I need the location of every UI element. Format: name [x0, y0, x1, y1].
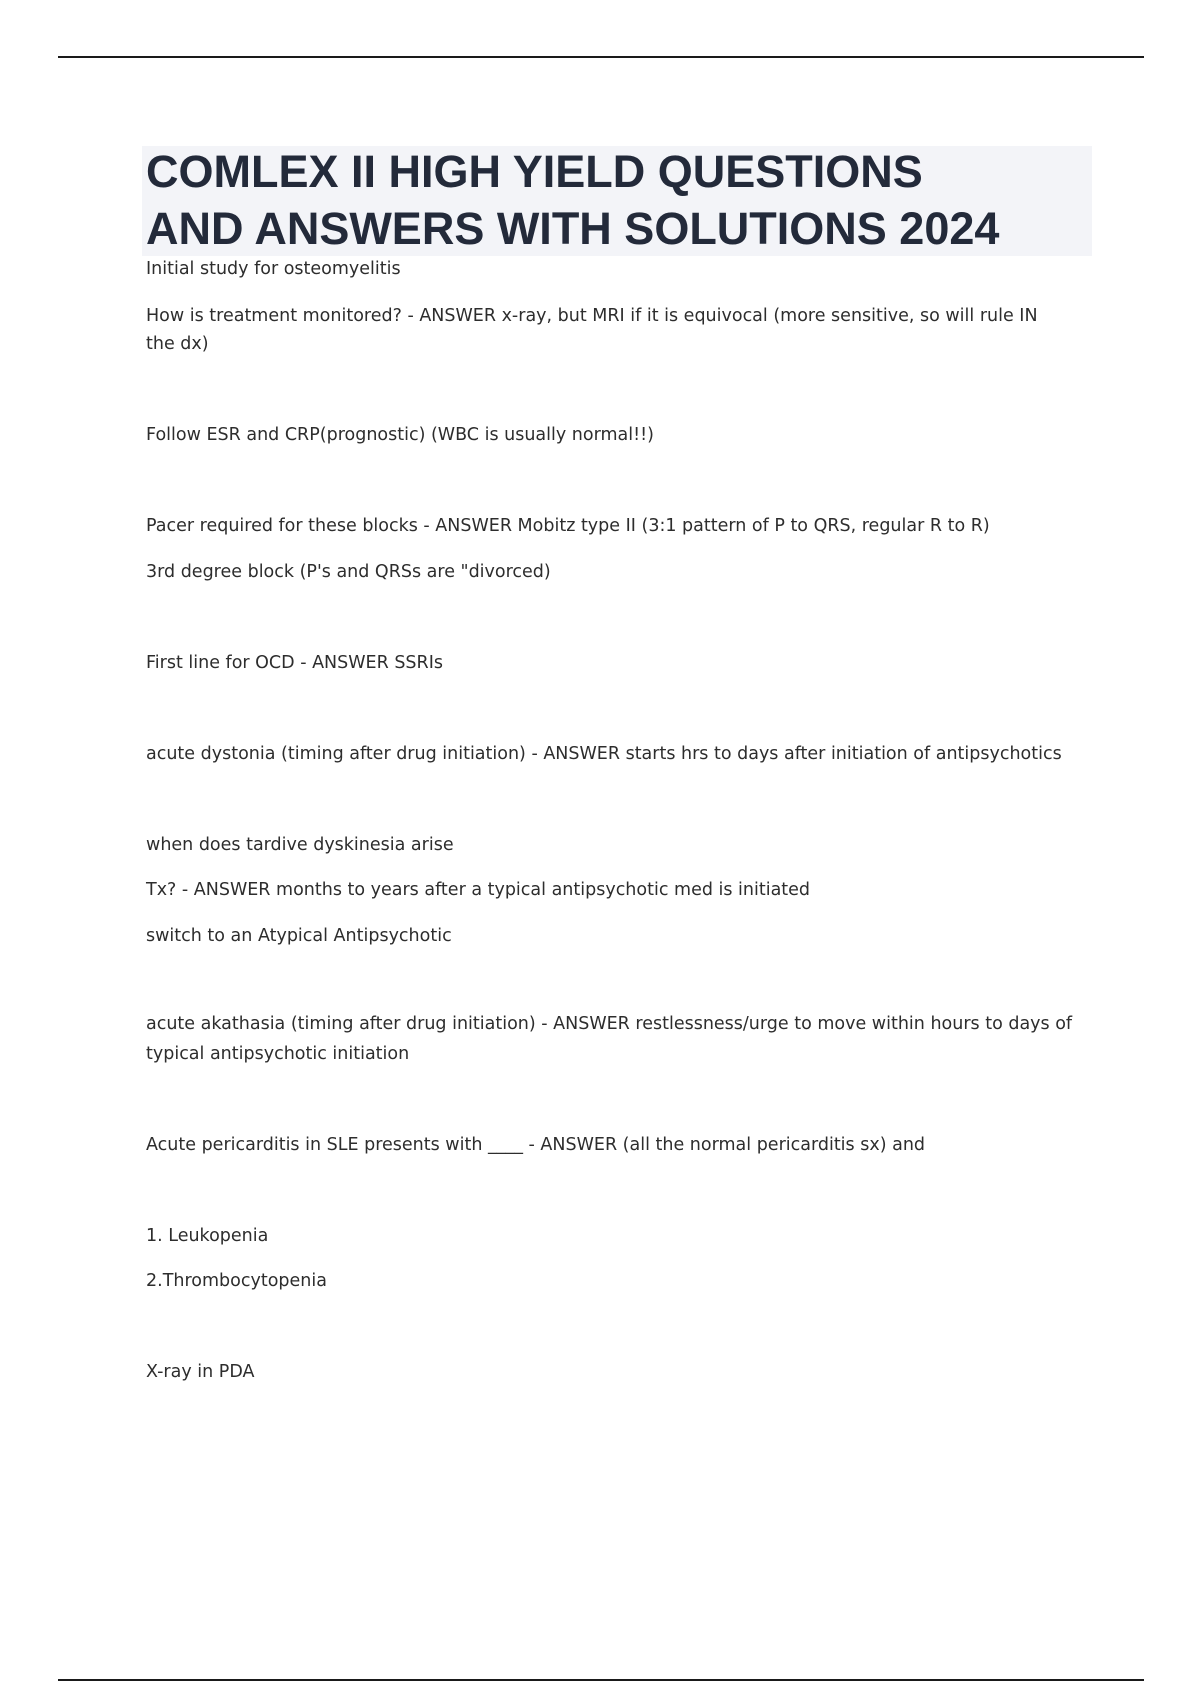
page-title-line-2: AND ANSWERS WITH SOLUTIONS 2024 — [146, 203, 1000, 254]
answer-thrombocytopenia: 2.Thrombocytopenia — [146, 1271, 327, 1291]
question-treatment-monitoring: How is treatment monitored? - ANSWER x-ray, but MRI if it is equivocal (more sensitive, so will rule IN — [146, 306, 1038, 326]
top-rule — [58, 56, 1144, 58]
question-acute-dystonia: acute dystonia (timing after drug initiation) - ANSWER starts hrs to days after initiation of antipsychotics — [146, 744, 1062, 764]
answer-tardive-dyskinesia: Tx? - ANSWER months to years after a typical antipsychotic med is initiated — [146, 880, 811, 900]
answer-continuation: the dx) — [146, 334, 209, 354]
question-tardive-dyskinesia: when does tardive dyskinesia arise — [146, 835, 454, 855]
answer-third-degree-block: 3rd degree block (P's and QRSs are "divorced) — [146, 562, 551, 582]
page-title-line-1: COMLEX II HIGH YIELD QUESTIONS — [146, 146, 923, 197]
answer-esr-crp: Follow ESR and CRP(prognostic) (WBC is usually normal!!) — [146, 425, 654, 445]
bottom-rule — [58, 1679, 1144, 1681]
question-xray-pda: X-ray in PDA — [146, 1362, 255, 1382]
answer-atypical-switch: switch to an Atypical Antipsychotic — [146, 926, 452, 946]
question-sle-pericarditis: Acute pericarditis in SLE presents with ____ - ANSWER (all the normal pericarditis sx) and — [146, 1135, 926, 1155]
question-ocd: First line for OCD - ANSWER SSRIs — [146, 653, 443, 673]
answer-akathasia-continuation: typical antipsychotic initiation — [146, 1044, 410, 1064]
question-acute-akathasia: acute akathasia (timing after drug initiation) - ANSWER restlessness/urge to move within hours to days of — [146, 1014, 1073, 1034]
question-pacer-blocks: Pacer required for these blocks - ANSWER Mobitz type II (3:1 pattern of P to QRS, regular R to R) — [146, 516, 990, 536]
answer-leukopenia: 1. Leukopenia — [146, 1226, 269, 1246]
question-osteomyelitis-study: Initial study for osteomyelitis — [146, 259, 401, 279]
